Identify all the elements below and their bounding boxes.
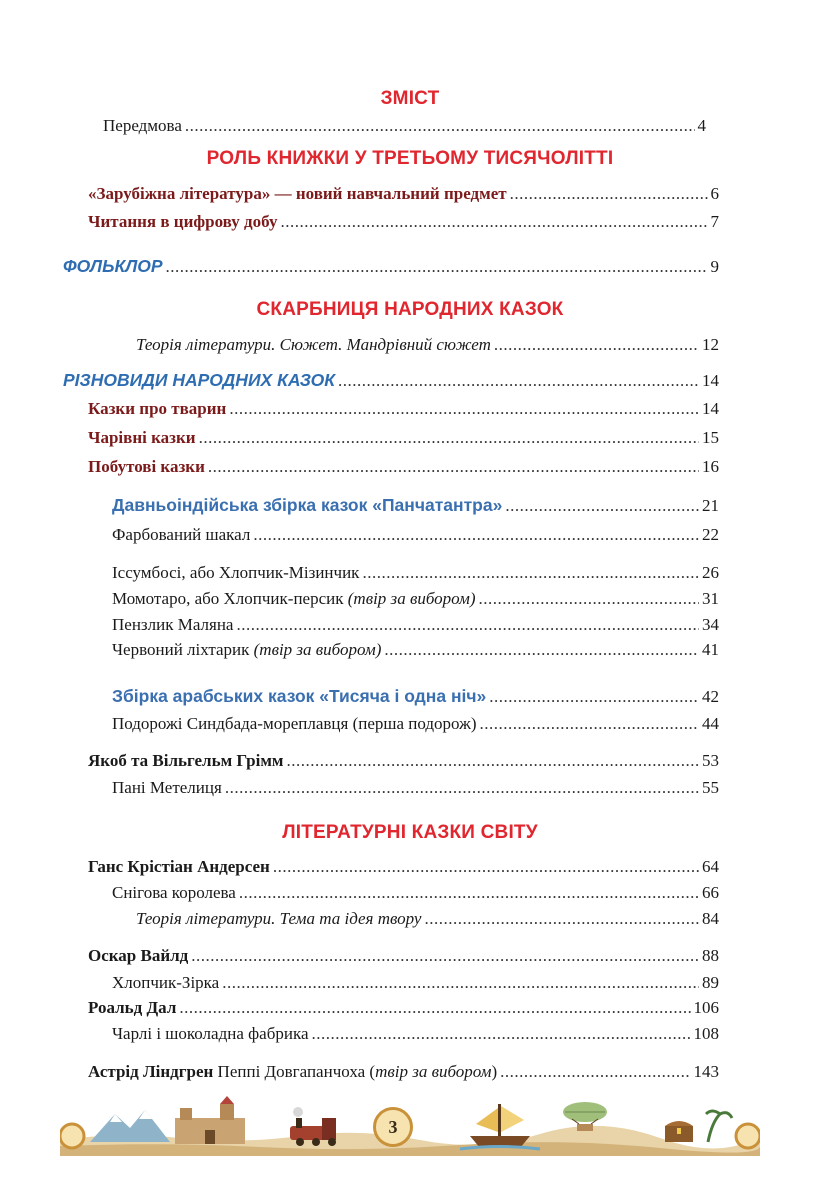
- toc-entry-brush[interactable]: [112, 615, 719, 635]
- entry-title: Давньоіндійська збірка казок «Панчатантра»: [112, 495, 503, 515]
- entry-page: 12: [702, 335, 719, 354]
- entry-note-close: ): [491, 1062, 498, 1081]
- entry-page: 53: [702, 751, 719, 770]
- entry-title: Казки про тварин: [88, 399, 227, 418]
- mountains-icon: [90, 1110, 170, 1142]
- dot-leader: [384, 640, 699, 660]
- dot-leader: [236, 615, 699, 635]
- entry-title: Снігова королева: [112, 883, 236, 902]
- entry-page: 26: [702, 563, 719, 582]
- dot-leader: [239, 883, 699, 903]
- entry-page: 22: [702, 525, 719, 544]
- toc-entry-jackal[interactable]: [112, 525, 719, 545]
- toc-entry-animals[interactable]: [88, 399, 719, 419]
- dot-leader: [505, 496, 699, 516]
- dot-leader: [225, 778, 699, 798]
- entry-title: Якоб та Вільгельм Грімм: [88, 751, 284, 770]
- toc-entry-charlie[interactable]: [112, 1024, 719, 1044]
- entry-page: 89: [702, 973, 719, 992]
- entry-page: 106: [693, 998, 719, 1017]
- toc-entry-andersen[interactable]: [88, 857, 719, 877]
- dot-leader: [199, 428, 699, 448]
- dot-leader: [166, 257, 708, 277]
- entry-page: 88: [702, 946, 719, 965]
- entry-note: твір за вибором: [375, 1062, 492, 1081]
- dot-leader: [286, 751, 699, 771]
- dot-leader: [312, 1024, 691, 1044]
- dot-leader: [208, 457, 699, 477]
- dot-leader: [273, 857, 699, 877]
- entry-page: 108: [693, 1024, 719, 1043]
- toc-entry-starchild[interactable]: [112, 973, 719, 993]
- toc-entry-dahl[interactable]: [88, 998, 719, 1018]
- entry-title: Ганс Крістіан Андерсен: [88, 857, 270, 876]
- dot-leader: [338, 371, 699, 391]
- dot-leader: [362, 563, 699, 583]
- entry-title: Оскар Вайлд: [88, 946, 189, 965]
- entry-page: 34: [702, 615, 719, 634]
- toc-entry-issumbosi[interactable]: [112, 563, 719, 583]
- toc-entry-momotaro[interactable]: [112, 589, 719, 609]
- entry-title: Чарлі і шоколадна фабрика: [112, 1024, 309, 1043]
- entry-page: 6: [710, 184, 719, 203]
- entry-title: Фарбований шакал: [112, 525, 251, 544]
- entry-page: 7: [710, 212, 719, 231]
- entry-title: РІЗНОВИДИ НАРОДНИХ КАЗОК: [63, 370, 335, 390]
- locomotive-icon: [290, 1107, 336, 1146]
- toc-entry-foreword[interactable]: [103, 116, 706, 136]
- entry-title: Пензлик Маляна: [112, 615, 234, 634]
- dot-leader: [489, 687, 699, 707]
- entry-title: Побутові казки: [88, 457, 205, 476]
- toc-entry-folklore[interactable]: [63, 256, 719, 277]
- entry-page: 44: [702, 714, 719, 733]
- entry-title: Подорожі Синдбада-мореплавця (перша подорож): [112, 714, 477, 733]
- section-title-role: РОЛЬ КНИЖКИ У ТРЕТЬОМУ ТИСЯЧОЛІТТІ: [206, 148, 614, 169]
- treasure-chest-icon: [665, 1111, 732, 1142]
- toc-entry-wilde[interactable]: [88, 946, 719, 966]
- right-end-medallion: [736, 1124, 760, 1148]
- toc-entry-metelytsia[interactable]: [112, 778, 719, 798]
- toc-entry-sindbad[interactable]: [112, 714, 719, 734]
- toc-entry-lindgren[interactable]: [88, 1062, 719, 1082]
- dot-leader: [424, 909, 699, 929]
- entry-page: 41: [702, 640, 719, 659]
- section-title-treasury: СКАРБНИЦЯ НАРОДНИХ КАЗОК: [256, 299, 564, 320]
- dot-leader: [510, 184, 708, 204]
- page-number: 3: [373, 1107, 413, 1147]
- entry-page: 9: [710, 257, 719, 276]
- dot-leader: [229, 399, 699, 419]
- entry-title: Чарівні казки: [88, 428, 196, 447]
- entry-title: Теорія літератури. Тема та ідея твору: [136, 909, 422, 928]
- entry-page: 31: [702, 589, 719, 608]
- dot-leader: [222, 973, 699, 993]
- dot-leader: [191, 946, 699, 966]
- dot-leader: [494, 335, 699, 355]
- dot-leader: [253, 525, 699, 545]
- dot-leader: [480, 714, 699, 734]
- dot-leader: [500, 1062, 690, 1082]
- entry-page: 84: [702, 909, 719, 928]
- entry-page: 14: [702, 371, 719, 390]
- entry-title: ФОЛЬКЛОР: [63, 256, 163, 276]
- entry-title: Читання в цифрову добу: [88, 212, 278, 231]
- toc-entry-reading[interactable]: [88, 212, 719, 232]
- dot-leader: [185, 116, 695, 136]
- entry-title: Пеппі Довгапанчоха (: [217, 1062, 376, 1081]
- entry-page: 21: [702, 496, 719, 515]
- entry-page: 64: [702, 857, 719, 876]
- entry-title: Хлопчик-Зірка: [112, 973, 220, 992]
- entry-page: 16: [702, 457, 719, 476]
- castle-icon: [175, 1096, 245, 1144]
- entry-title: Роальд Дал: [88, 998, 177, 1017]
- entry-note: (твір за вибором): [347, 589, 476, 608]
- entry-page: 42: [702, 687, 719, 706]
- dot-leader: [280, 212, 707, 232]
- entry-title: Передмова: [103, 116, 182, 135]
- contents-title: ЗМІСТ: [380, 88, 440, 109]
- toc-entry-grimm[interactable]: [88, 751, 719, 771]
- entry-title: Пані Метелиця: [112, 778, 222, 797]
- toc-entry-snowqueen[interactable]: [112, 883, 719, 903]
- entry-page: 4: [697, 116, 706, 135]
- entry-page: 66: [702, 883, 719, 902]
- dot-leader: [479, 589, 699, 609]
- entry-page: 15: [702, 428, 719, 447]
- toc-entry-panchatantra[interactable]: [112, 495, 719, 516]
- entry-title: Іссумбосі, або Хлопчик-Мізинчик: [112, 563, 360, 582]
- toc-entry-theory1[interactable]: [136, 335, 719, 355]
- entry-title: «Зарубіжна література» — новий навчальний предмет: [88, 184, 507, 203]
- entry-title: Момотаро, або Хлопчик-персик: [112, 589, 344, 608]
- toc-entry-lantern[interactable]: [112, 640, 719, 660]
- toc-entry-arabian[interactable]: [112, 686, 719, 707]
- entry-title: Червоний ліхтарик: [112, 640, 250, 659]
- toc-entry-kinds[interactable]: [63, 370, 719, 391]
- entry-title: Теорія літератури. Сюжет. Мандрівний сюжет: [136, 335, 491, 354]
- entry-page: 55: [702, 778, 719, 797]
- left-end-medallion: [60, 1124, 84, 1148]
- entry-page: 143: [693, 1062, 719, 1081]
- toc-entry-theory2[interactable]: [136, 909, 719, 929]
- entry-page: 14: [702, 399, 719, 418]
- entry-title: Збірка арабських казок «Тисяча і одна ніч»: [112, 686, 487, 706]
- toc-entry-magic[interactable]: [88, 428, 719, 448]
- toc-entry-subject[interactable]: [88, 184, 719, 204]
- section-title-literary: ЛІТЕРАТУРНІ КАЗКИ СВІТУ: [282, 822, 538, 843]
- entry-author: Астрід Ліндгрен: [88, 1062, 214, 1081]
- dot-leader: [179, 998, 690, 1018]
- entry-note: (твір за вибором): [253, 640, 382, 659]
- toc-entry-everyday[interactable]: [88, 457, 719, 477]
